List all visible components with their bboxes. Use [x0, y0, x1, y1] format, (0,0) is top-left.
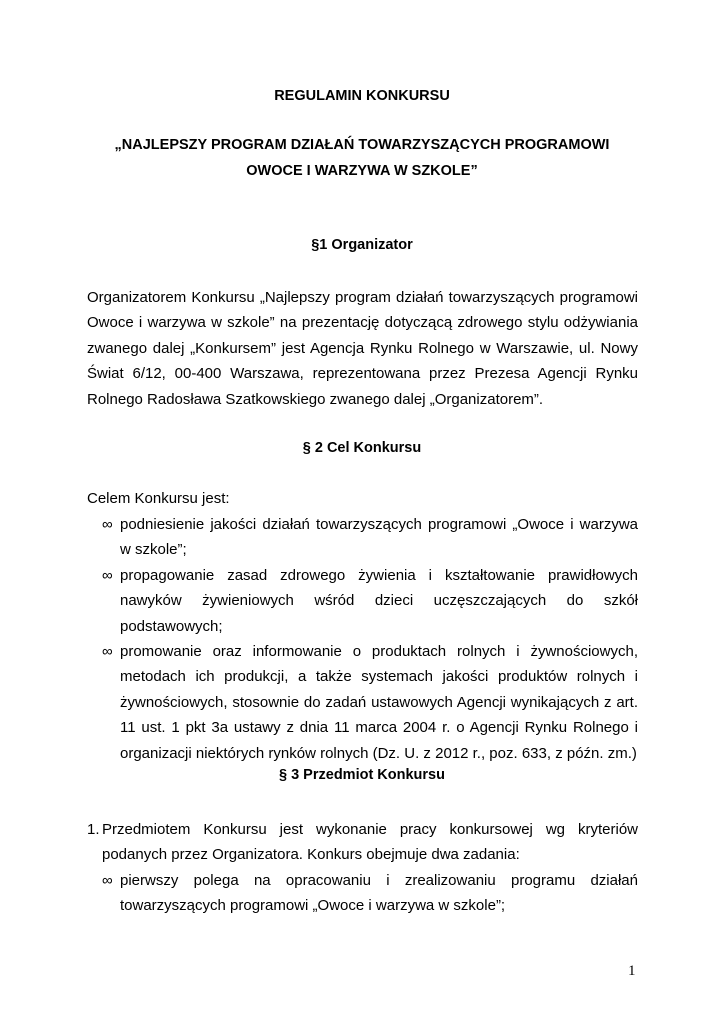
section2-intro: Celem Konkursu jest:	[87, 490, 230, 507]
bullet-icon: ∞	[102, 516, 113, 533]
list-item	[87, 868, 638, 919]
document-subtitle-line2: OWOCE I WARZYWA W SZKOLE”	[246, 163, 478, 179]
list-item	[87, 639, 638, 766]
list-item	[87, 563, 638, 639]
section2-heading: § 2 Cel Konkursu	[302, 440, 422, 456]
document-subtitle-line1: „NAJLEPSZY PROGRAM DZIAŁAŃ TOWARZYSZĄCYCH PROGRAMOWI	[114, 137, 610, 153]
bullet-icon: ∞	[102, 643, 113, 661]
list-item-text: podniesienie jakości działań towarzyszących programowi „Owoce i warzywa w szkole”;	[120, 516, 638, 559]
section1-heading: §1 Organizator	[311, 237, 413, 253]
section2-goals-list	[87, 512, 638, 766]
item-number: 1.	[87, 821, 100, 838]
bullet-icon: ∞	[102, 566, 113, 584]
page-number: 1	[628, 963, 636, 979]
bullet-icon: ∞	[102, 872, 113, 889]
list-item-text: propagowanie zasad zdrowego żywienia i kształtowanie prawidłowych nawyków żywieniowych wśród dzieci uczęszczających do szkół podstawowych;	[120, 566, 638, 635]
section3-item-1	[87, 817, 638, 868]
section3-tasks-list	[87, 868, 638, 919]
item-text: Przedmiotem Konkursu jest wykonanie pracy konkursowej wg kryteriów podanych przez Organizatora. Konkurs obejmuje dwa zadania:	[102, 821, 638, 864]
list-item	[87, 512, 638, 563]
list-item-text: promowanie oraz informowanie o produktach rolnych i żywnościowych, metodach ich produkcji, a także systemach jakości produktów rolnych i żywnościowych, stosownie do zadań ustawowych Agencji wynikających z art. 11 ust. 1 pkt 3a ustawy z dnia 11 marca 2004 r. o Agencji Rynku Rolnego i organizacji niektórych rynków rolnych (Dz. U. z 2012 r., poz. 633, z późn. zm.)	[120, 643, 638, 762]
section3-heading: § 3 Przedmiot Konkursu	[279, 767, 445, 783]
list-item-text: pierwszy polega na opracowaniu i zrealizowaniu programu działań towarzyszących programowi „Owoce i warzywa w szkole”;	[120, 872, 638, 915]
document-title: REGULAMIN KONKURSU	[274, 88, 450, 104]
section1-paragraph: Organizatorem Konkursu „Najlepszy program działań towarzyszących programowi Owoce i warzywa w szkole” na prezentację dotyczącą zdrowego stylu odżywiania zwanego dalej „Konkursem” jest Agencja Rynku Rolnego w Warszawie, ul. Nowy Świat 6/12, 00-400 Warszawa, reprezentowana przez Prezesa Agencji Rynku Rolnego Radosława Szatkowskiego zwanego dalej „Organizatorem”.	[87, 289, 638, 408]
